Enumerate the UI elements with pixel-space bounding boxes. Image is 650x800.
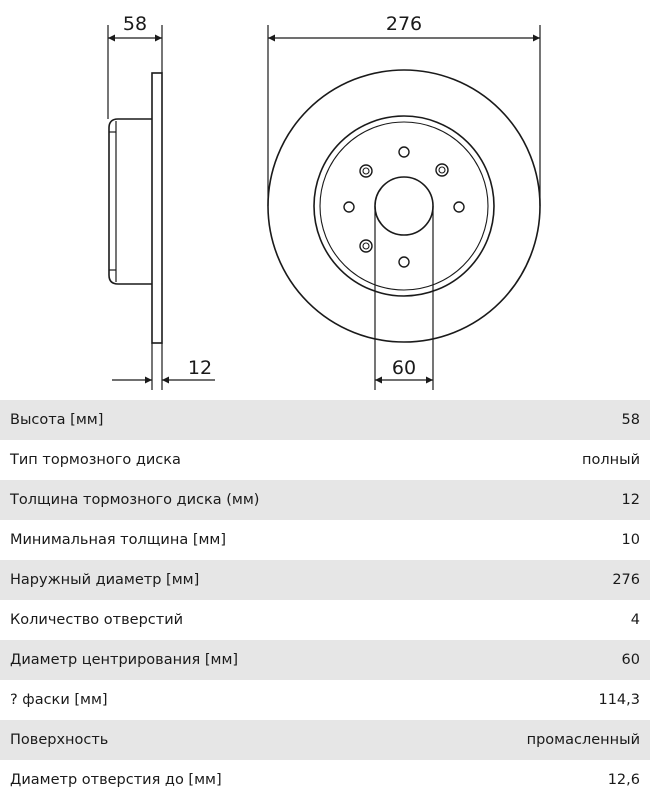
dimension-thickness-label: 12	[187, 357, 213, 379]
spec-row	[0, 680, 650, 720]
spec-value: 4	[630, 612, 640, 628]
spec-value: 12	[621, 492, 640, 508]
locator-hole	[344, 202, 354, 212]
locator-hole	[399, 147, 409, 157]
spec-row	[0, 440, 650, 480]
locator-hole	[399, 257, 409, 267]
spec-label: Толщина тормозного диска (мм)	[10, 492, 260, 508]
spec-value: 60	[621, 652, 640, 668]
spec-row	[0, 720, 650, 760]
bolt-hole	[436, 164, 448, 176]
spec-label: Высота [мм]	[10, 412, 104, 428]
dimension-outer-diameter-label: 276	[385, 13, 423, 35]
spec-value: 276	[612, 572, 640, 588]
spec-value: промасленный	[526, 732, 640, 748]
spec-row	[0, 760, 650, 800]
bolt-hole	[360, 165, 372, 177]
spec-value: 10	[621, 532, 640, 548]
spec-row	[0, 560, 650, 600]
spec-label: Диаметр отверстия до [мм]	[10, 772, 222, 788]
spec-row	[0, 400, 650, 440]
spec-label: Количество отверстий	[10, 612, 184, 628]
spec-label: Минимальная толщина [мм]	[10, 532, 227, 548]
spec-label: Наружный диаметр [мм]	[10, 572, 200, 588]
outer-disc-circle	[268, 70, 540, 342]
spec-label: ? фаски [мм]	[10, 692, 108, 708]
dimension-center-bore-label: 60	[391, 357, 417, 379]
spec-label: Поверхность	[10, 732, 109, 748]
spec-label: Диаметр центрирования [мм]	[10, 652, 239, 668]
locator-hole	[454, 202, 464, 212]
spec-value: 114,3	[598, 692, 640, 708]
disc-plate-outline	[152, 73, 162, 343]
spec-label: Тип тормозного диска	[10, 452, 181, 468]
center-bore	[375, 177, 433, 235]
front-view	[268, 70, 540, 342]
bolt-hole	[360, 240, 372, 252]
spec-row	[0, 640, 650, 680]
spec-row	[0, 520, 650, 560]
spec-value: полный	[582, 452, 640, 468]
spec-row	[0, 480, 650, 520]
spec-value: 58	[621, 412, 640, 428]
spec-row	[0, 600, 650, 640]
side-view	[109, 73, 162, 343]
spec-value: 12,6	[607, 772, 640, 788]
hub-outer-circle	[314, 116, 494, 296]
dimension-height-label: 58	[122, 13, 148, 35]
spec-table	[0, 400, 650, 800]
dimension-height	[108, 25, 162, 119]
